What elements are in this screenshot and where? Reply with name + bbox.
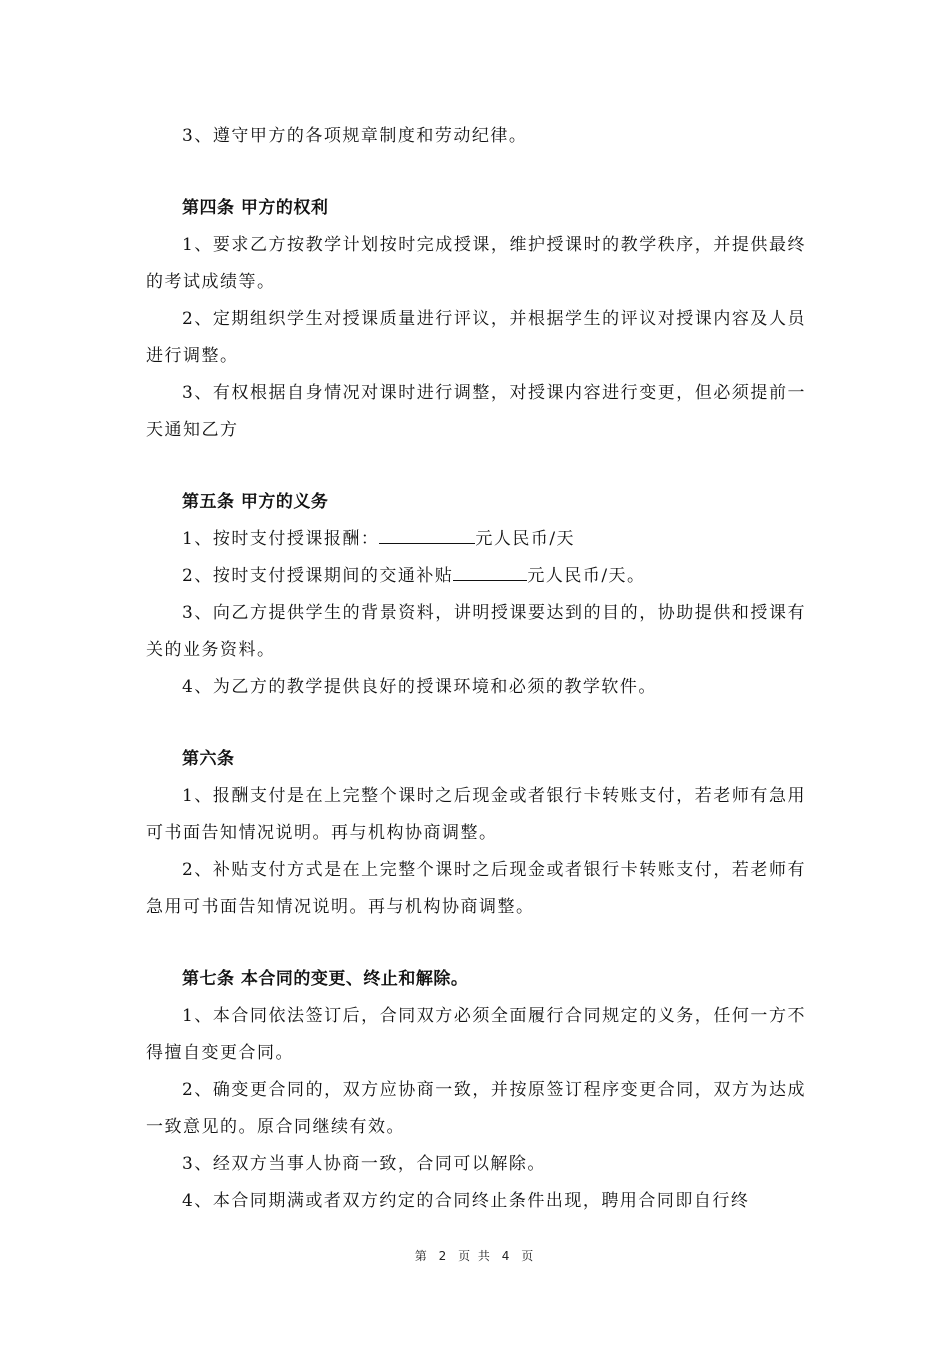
paragraph-suffix: 元人民币/天。 [527,566,646,586]
footer-middle: 页 共 [458,1249,492,1263]
paragraph: 4、本合同期满或者双方约定的合同终止条件出现，聘用合同即自行终 [182,1191,750,1211]
paragraph: 1、要求乙方按教学计划按时完成授课，维护授课时的教学秩序，并提供最终的考试成绩等。 [146,235,806,292]
document-body [146,118,806,1220]
fill-in-blank[interactable] [379,527,475,544]
section-gap [146,706,806,741]
paragraph-prefix: 1、按时支付授课报酬： [182,529,380,549]
paragraph: 1、报酬支付是在上完整个课时之后现金或者银行卡转账支付，若老师有急用可书面告知情况说明。再与机构协商调整。 [146,786,806,843]
fill-in-blank[interactable] [453,564,527,581]
paragraph-suffix: 元人民币/天 [475,529,576,549]
footer-page-number: 2 [438,1249,449,1263]
paragraph: 2、定期组织学生对授课质量进行评议，并根据学生的评议对授课内容及人员进行调整。 [146,309,806,366]
paragraph: 3、向乙方提供学生的背景资料，讲明授课要达到的目的，协助提供和授课有关的业务资料。 [146,603,806,660]
paragraph-with-blank [146,558,806,595]
section-gap [146,449,806,484]
section-gap [146,155,806,190]
paragraph: 1、本合同依法签订后，合同双方必须全面履行合同规定的义务，任何一方不得擅自变更合同。 [146,1006,806,1063]
paragraph-with-blank [146,521,806,558]
paragraph: 3、有权根据自身情况对课时进行调整，对授课内容进行变更，但必须提前一天通知乙方 [146,383,806,440]
footer-suffix: 页 [521,1249,536,1263]
section-heading-4: 第四条 甲方的权利 [182,198,329,218]
footer-total-pages: 4 [501,1249,512,1263]
section-heading-6: 第六条 [182,749,235,769]
paragraph-prefix: 2、按时支付授课期间的交通补贴 [182,566,454,586]
section-heading-5: 第五条 甲方的义务 [182,492,329,512]
paragraph: 2、确变更合同的，双方应协商一致，并按原签订程序变更合同，双方为达成一致意见的。原合同继续有效。 [146,1080,806,1137]
paragraph: 3、遵守甲方的各项规章制度和劳动纪律。 [182,126,528,146]
footer-prefix: 第 [414,1249,429,1263]
page-footer [0,1247,950,1264]
paragraph: 4、为乙方的教学提供良好的授课环境和必须的教学软件。 [182,677,657,697]
paragraph: 3、经双方当事人协商一致，合同可以解除。 [182,1154,546,1174]
section-heading-7: 第七条 本合同的变更、终止和解除。 [182,969,469,989]
section-gap [146,926,806,961]
paragraph: 2、补贴支付方式是在上完整个课时之后现金或者银行卡转账支付，若老师有急用可书面告知情况说明。再与机构协商调整。 [146,860,806,917]
